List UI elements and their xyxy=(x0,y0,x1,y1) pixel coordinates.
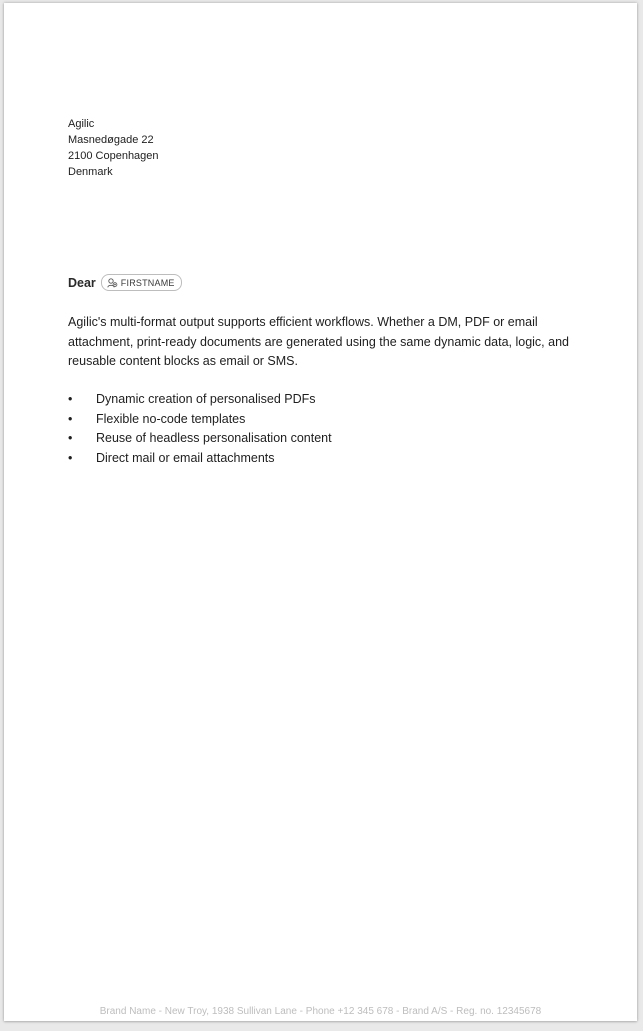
bullet-marker: • xyxy=(68,450,73,465)
address-country: Denmark xyxy=(68,166,113,178)
bullet-marker: • xyxy=(68,392,73,406)
body-paragraph: Agilic's multi-format output supports efficient workflows. Whether a DM, PDF or email attachment, print-ready documents are generated using the same dynamic data, logic, and reusable content blocks as email or SMS. xyxy=(68,315,569,368)
bullet-marker: • xyxy=(68,431,73,445)
document-page xyxy=(4,3,637,1021)
page-footer: Brand Name - New Troy, 1938 Sullivan Lane - Phone +12 345 678 - Brand A/S - Reg. no. 12345678 xyxy=(99,1006,542,1017)
list-item-text: Direct mail or email attachments xyxy=(96,450,275,465)
list-item xyxy=(68,390,332,410)
list-item-text: Reuse of headless personalisation content xyxy=(96,431,332,445)
address-company: Agilic xyxy=(68,118,95,130)
list-item xyxy=(68,449,332,469)
greeting-line xyxy=(68,274,182,291)
list-item-text: Flexible no-code templates xyxy=(96,411,246,426)
list-item xyxy=(68,429,332,449)
list-item xyxy=(68,410,332,430)
salutation: Dear xyxy=(68,275,96,290)
address-street: Masnedøgade 22 xyxy=(68,134,154,146)
recipient-address xyxy=(68,116,159,180)
merge-tag-label: FIRSTNAME xyxy=(120,277,175,288)
feature-list xyxy=(68,390,332,468)
address-city: 2100 Copenhagen xyxy=(68,150,159,162)
list-item-text: Dynamic creation of personalised PDFs xyxy=(96,392,316,406)
person-icon xyxy=(107,278,118,288)
bullet-marker: • xyxy=(68,411,73,426)
firstname-merge-tag[interactable] xyxy=(101,274,182,291)
